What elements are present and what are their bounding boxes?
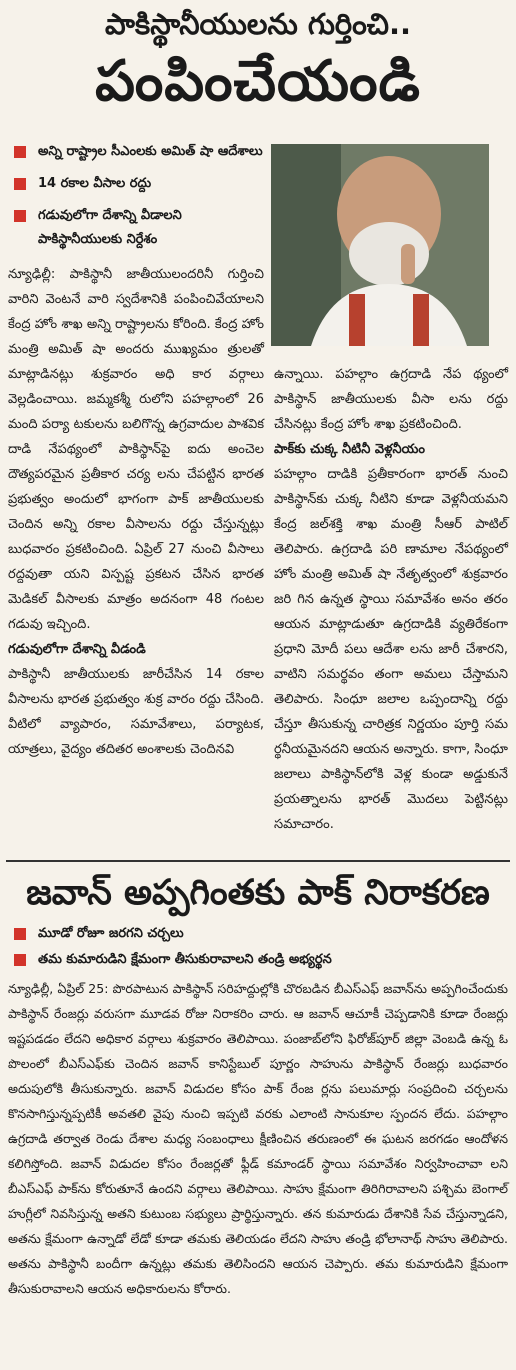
portrait-photo — [271, 144, 489, 346]
bullet-item — [10, 172, 266, 196]
article2-body: న్యూఢిల్లీ, ఏప్రిల్ 25: పొరపాటున పాకిస్థాన్ సరిహద్దుల్లోకి చొరబడిన బీఎస్ఎఫ్ జవాన్‌ను అప్పగించేందుకు పాకిస్థాన్ రేంజర్లు వరుసగా మూడవ రోజు నిరాకరిం చారు. ఆ జవాన్ ఆచూకీ చెప్పడానికి కూడా రేంజర్లు ఇష్టపడడం లేదని అధికార వర్గాలు శుక్రవారం తెలిపాయి. పంజాబ్‌లోని ఫిరోజ్‌పూర్ జిల్లా వెంబడి ఉన్న ఓ పొలంలో బీఎస్ఎఫ్‌కు చెందిన జవాన్ కానిస్టేబుల్ పూర్ణం సాహును పాకిస్థాన్ రేంజర్లు బుధవారం అదుపులోకి తీసుకున్నారు. జవాన్ విడుదల కోసం పాక్ రేంజ ర్లను పలుమార్లు సంప్రదించి చర్చలను కొనసాగిస్తున్నప్పటికీ అవతలి వైపు నుంచి ఇప్పటి వరకు ఎలాంటి సానుకూల స్పందన లేదు. పహల్గాం ఉగ్రదాడి తర్వాత రెండు దేశాల మధ్య సంబంధాలు క్షీణించిన తరుణంలో ఈ ఘటన జరగడం ఆందోళన కలిగిస్తోంది. జవాన్ విడుదల కోసం రేంజర్లతో ఫ్లీడ్ కమాండర్ స్థాయి సమావేశం నిర్వహించావా లని బీఎస్ఎఫ్ పాక్‌ను కోరుతూనే ఉందని వర్గాలు తెలిపాయి. సాహు క్షేమంగా తిరిగిరావాలని పశ్చిమ బెంగాల్ హుగ్లీలో నివసిస్తున్న అతని కుటుంబ సభ్యులు ప్రార్థిస్తున్నారు. తన కుమారుడు దేశానికి సేవ చేస్తున్నాడని, అతను క్షేమంగా ఉన్నాడో లేడో కూడా తమకు తెలియడం లేదని సాహు తండ్రి భోలానాథ్ సాహు తెలిపారు. అతను పాకిస్థానీ బందీగా ఉన్నట్లు తమకు తెలిసిందని ఆయన చెప్పారు. తమ కుమారుడిని క్షేమంగా తీసుకురావాలని ఆయన అధికారులను కోరారు. — [8, 981, 508, 1296]
bullet-square-icon — [14, 210, 26, 222]
bullet-text: మూడో రోజూ జరగని చర్చలు — [38, 926, 184, 941]
bullet-square-icon — [14, 954, 26, 966]
article1-col1-subhead: గడువులోగా దేశాన్ని వీడండి — [8, 642, 146, 657]
bullet-text: తమ కుమారుడిని క్షేమంగా తీసుకురావాలని తండ్రి అభ్యర్థన — [38, 952, 332, 967]
bullet-item — [10, 948, 510, 972]
news-photo — [271, 144, 489, 346]
article1-col2-para2: పహల్గాం దాడికి ప్రతీకారంగా భారత్ నుంచి పాకిస్థాన్‌కు చుక్క నీటిని కూడా వెళ్లనీయమని కేంద్ర జల్‌శక్తి శాఖ మంత్రి సీఆర్ పాటిల్ తెలిపారు. ఉగ్రదాడి పరి ణామాల నేపథ్యంలో హోం మంత్రి అమిత్ షా నేతృత్వంలో శుక్రవారం జరి గిన ఉన్నత స్థాయి సమావేశం అనం తరం ఆయన మాట్లాడుతూ ఉగ్రదాడికి వ్యతిరేకంగా ప్రధాని మోదీ పలు ఆదేశా లను జారీ చేశారని, వాటిని సమర్థవం తంగా అమలు చేస్తామని తెలిపారు. సింధూ జలాల ఒప్పందాన్ని రద్దు చేస్తూ తీసుకున్న చారిత్రక నిర్ణయం పూర్తి సమ ర్థనీయమైనదని ఆయన అన్నారు. కాగా, సింధూ జలాలు పాకిస్థాన్‌లోకి వెళ్ల కుండా అడ్డుకునే ప్రయత్నాలను భారత్ మొదలు పెట్టినట్లు సమాచారం. — [274, 467, 508, 832]
bullet-square-icon — [14, 146, 26, 158]
article1-col2-subhead: పాక్‌కు చుక్క నీటినీ వెళ్లనీయం — [274, 442, 425, 457]
article1-col1-para1: న్యూఢిల్లీ: పాకిస్థానీ జాతీయులందరినీ గుర్తించి వారిని వెంటనే వారి స్వదేశానికి పంపించివేయాలని కేంద్ర హోం శాఖ అన్ని రాష్ట్రాలను కోరింది. కేంద్ర హోం మంత్రి అమిత్ షా అందరు ముఖ్యమం త్రులతో మాట్లాడినట్లు శుక్రవారం అధి కార వర్గాలు వెల్లడించాయి. జమ్మకశ్మీ రులోని పహల్గాంలో 26 మంది పర్యా టకులను బలిగొన్న ఉగ్రవాదుల పాశవిక దాడి నేపథ్యంలో పాకిస్థాన్‌పై ఐదు అంచెల దౌత్యపరమైన ప్రతీకార చర్య లను చేపట్టిన భారత ప్రభుత్వం అందులో భాగంగా పాక్ జాతీయులకు చెందిన అన్ని రకాల వీసాలను రద్దు చేస్తున్నట్లు బుధవారం ప్రకటించింది. ఏప్రిల్ 27 నుంచి వీసాలు రద్దవుతా యని విస్పష్ట ప్రకటన చేసిన భారత మెడికల్ వీసాలకు మాత్రం అదనంగా 48 గంటల గడువు ఇచ్చింది. — [8, 267, 264, 632]
article1-col2 — [274, 362, 508, 837]
article2-headline: జవాన్ అప్పగింతకు పాక్ నిరాకరణ — [26, 873, 490, 913]
article1-bullets — [10, 140, 266, 260]
bullet-item — [10, 204, 266, 252]
kicker-headline: పాకిస్థానీయులను గుర్తించి.. — [104, 7, 412, 41]
bullet-text: గడువులోగా దేశాన్ని వీడాలని పాకిస్థానీయులకు నిర్దేశం — [38, 208, 182, 247]
article2-bullets — [10, 922, 510, 974]
article1-col2-para1: ఉన్నాయి. పహల్గాం ఉగ్రదాడి నేప థ్యంలో పాకిస్థాన్ జాతీయులకు వీసా లను రద్దు చేసినట్లు కేంద్ర హోం శాఖ ప్రకటించింది. — [274, 367, 508, 432]
article1-col1-para2: పాకిస్థానీ జాతీయులకు జారీచేసిన 14 రకాల వీసాలను భారత ప్రభుత్వం శుక్ర వారం రద్దు చేసింది. వీటిలో వ్యాపారం, సమావేశాలు, పర్యాటక, యాత్రలు, వైద్యం తదితర అంశాలకు చెందినవి — [8, 667, 264, 757]
article1-col1 — [8, 262, 264, 762]
bullet-text: అన్ని రాష్ట్రాల సీఎంలకు అమిత్ షా ఆదేశాలు — [38, 144, 263, 159]
article-divider — [6, 860, 510, 862]
bullet-square-icon — [14, 928, 26, 940]
main-headline: పంపించేయండి — [95, 49, 421, 114]
bullet-square-icon — [14, 178, 26, 190]
bullet-item — [10, 922, 510, 946]
bullet-item — [10, 140, 266, 164]
bullet-text: 14 రకాల వీసాల రద్దు — [38, 176, 152, 191]
